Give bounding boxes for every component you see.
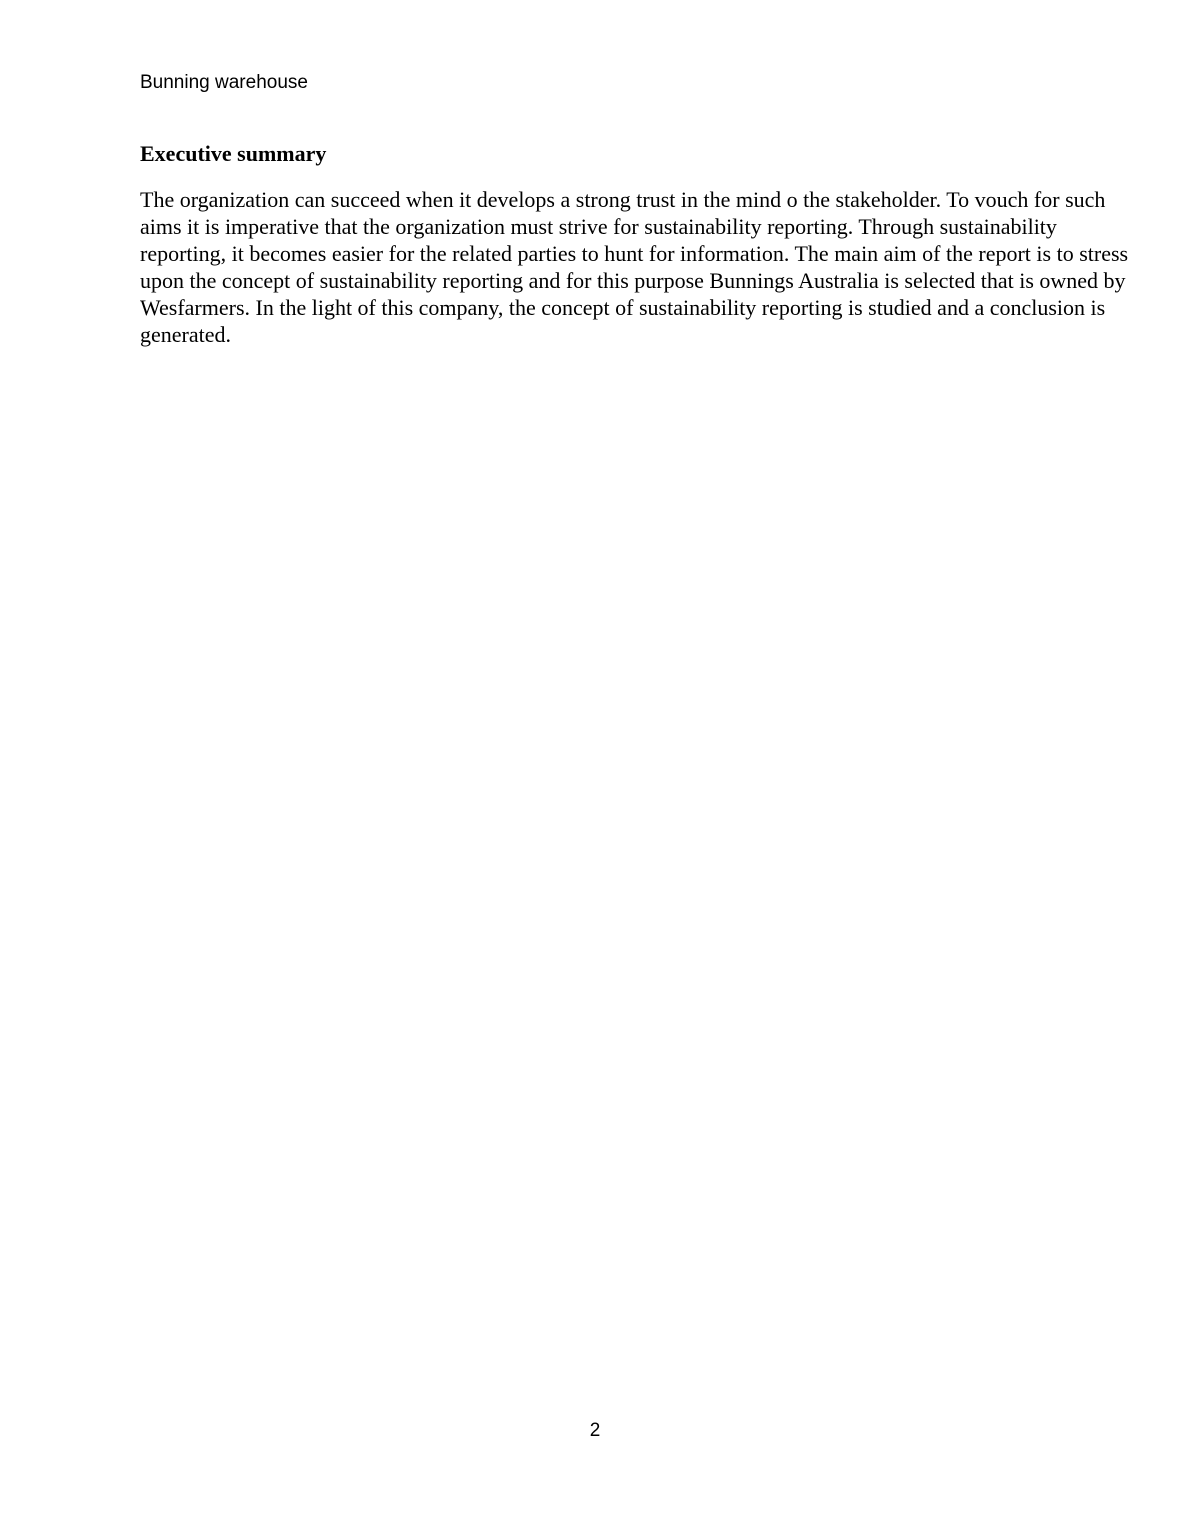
section-heading: Executive summary xyxy=(140,141,327,166)
document-body xyxy=(140,140,1130,348)
summary-paragraph: The organization can succeed when it develops a strong trust in the mind o the stakeholder. To vouch for such aims it is imperative that the organization must strive for sustainability reporting. Through sustainability reporting, it becomes easier for the related parties to hunt for information. The main aim of the report is to stress upon the concept of sustainability reporting and for this purpose Bunnings Australia is selected that is owned by Wesfarmers. In the light of this company, the concept of sustainability reporting is studied and a conclusion is generated. xyxy=(140,187,1129,347)
page-number: 2 xyxy=(589,1420,601,1441)
running-header: Bunning warehouse xyxy=(140,72,308,93)
